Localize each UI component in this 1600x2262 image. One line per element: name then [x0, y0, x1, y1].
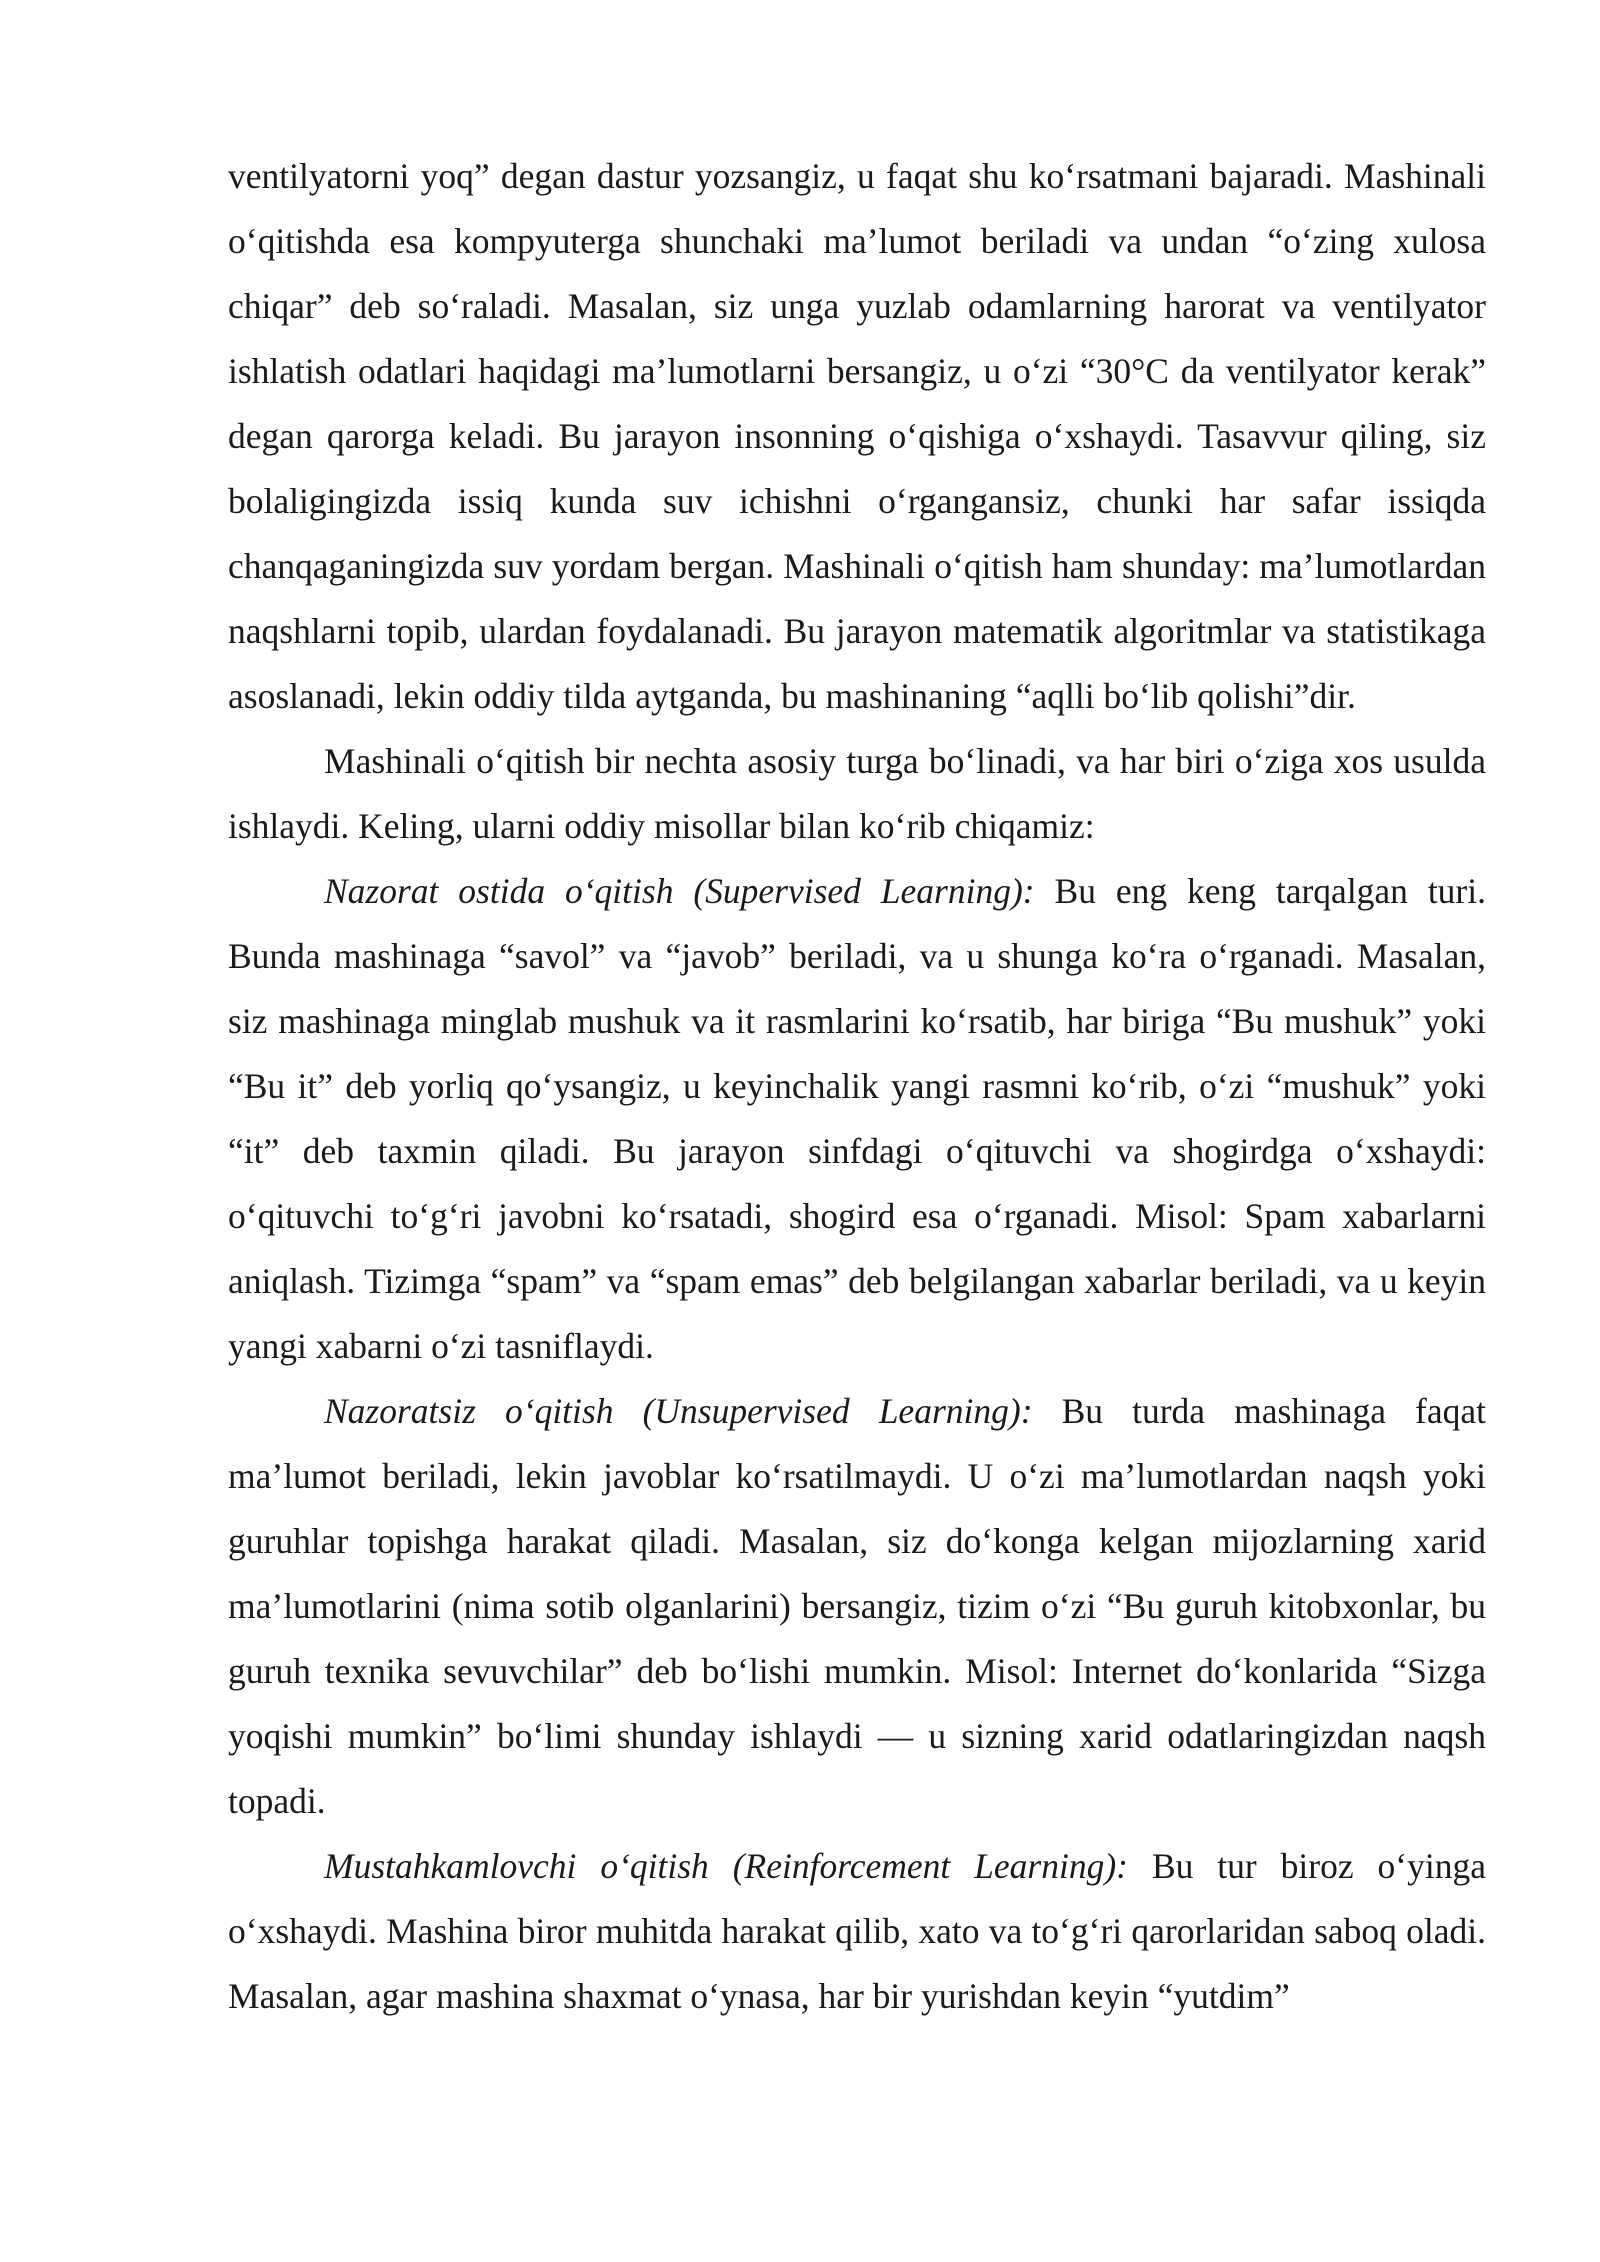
paragraph-unsupervised-learning-text: Bu turda mashinaga faqat ma’lumot beriladi, lekin javoblar ko‘rsatilmaydi. U o‘zi ma’lumotlardan naqsh yoki guruhlar topishga harakat qiladi. Masalan, siz do‘konga kelgan mijozlarning xarid ma’lumotlarini (nima sotib olganlarini) bersangiz, tizim o‘zi “Bu guruh kitobxonlar, bu guruh texnika sevuvchilar” deb bo‘lishi mumkin. Misol: Internet do‘konlarida “Sizga yoqishi mumkin” bo‘limi shunday ishlaydi — u sizning xarid odatlaringizdan naqsh topadi.: [228, 1391, 1486, 1821]
paragraph-supervised-learning: [228, 859, 1486, 1379]
term-unsupervised-learning: Nazoratsiz o‘qitish (Unsupervised Learning):: [324, 1391, 1033, 1431]
paragraph-2: [228, 729, 1486, 859]
paragraph-unsupervised-learning: [228, 1379, 1486, 1834]
document-page: [228, 144, 1486, 2029]
term-reinforcement-learning: Mustahkamlovchi o‘qitish (Reinforcement Learning):: [324, 1846, 1128, 1886]
paragraph-1: [228, 144, 1486, 729]
paragraph-2-text: Mashinali o‘qitish bir nechta asosiy turga bo‘linadi, va har biri o‘ziga xos usulda ishlaydi. Keling, ularni oddiy misollar bilan ko‘rib chiqamiz:: [228, 741, 1486, 846]
paragraph-supervised-learning-text: Bu eng keng tarqalgan turi. Bunda mashinaga “savol” va “javob” beriladi, va u shunga ko‘ra o‘rganadi. Masalan, siz mashinaga minglab mushuk va it rasmlarini ko‘rsatib, har biriga “Bu mushuk” yoki “Bu it” deb yorliq qo‘ysangiz, u keyinchalik yangi rasmni ko‘rib, o‘zi “mushuk” yoki “it” deb taxmin qiladi. Bu jarayon sinfdagi o‘qituvchi va shogirdga o‘xshaydi: o‘qituvchi to‘g‘ri javobni ko‘rsatadi, shogird esa o‘rganadi. Misol: Spam xabarlarni aniqlash. Tizimga “spam” va “spam emas” deb belgilangan xabarlar beriladi, va u keyin yangi xabarni o‘zi tasniflaydi.: [228, 871, 1486, 1366]
paragraph-reinforcement-learning: [228, 1834, 1486, 2029]
paragraph-1-text: ventilyatorni yoq” degan dastur yozsangiz, u faqat shu ko‘rsatmani bajaradi. Mashinali o‘qitishda esa kompyuterga shunchaki ma’lumot beriladi va undan “o‘zing xulosa chiqar” deb so‘raladi. Masalan, siz unga yuzlab odamlarning harorat va ventilyator ishlatish odatlari haqidagi ma’lumotlarni bersangiz, u o‘zi “30°C da ventilyator kerak” degan qarorga keladi. Bu jarayon insonning o‘qishiga o‘xshaydi. Tasavvur qiling, siz bolaligingizda issiq kunda suv ichishni o‘rgangansiz, chunki har safar issiqda chanqaganingizda suv yordam bergan. Mashinali o‘qitish ham shunday: ma’lumotlardan naqshlarni topib, ulardan foydalanadi. Bu jarayon matematik algoritmlar va statistikaga asoslanadi, lekin oddiy tilda aytganda, bu mashinaning “aqlli bo‘lib qolishi”dir.: [228, 156, 1486, 716]
paragraph-reinforcement-learning-text: Bu tur biroz o‘yinga o‘xshaydi. Mashina biror muhitda harakat qilib, xato va to‘g‘ri qarorlaridan saboq oladi. Masalan, agar mashina shaxmat o‘ynasa, har bir yurishdan keyin “yutdim”: [228, 1846, 1486, 2016]
term-supervised-learning: Nazorat ostida o‘qitish (Supervised Learning):: [324, 871, 1035, 911]
